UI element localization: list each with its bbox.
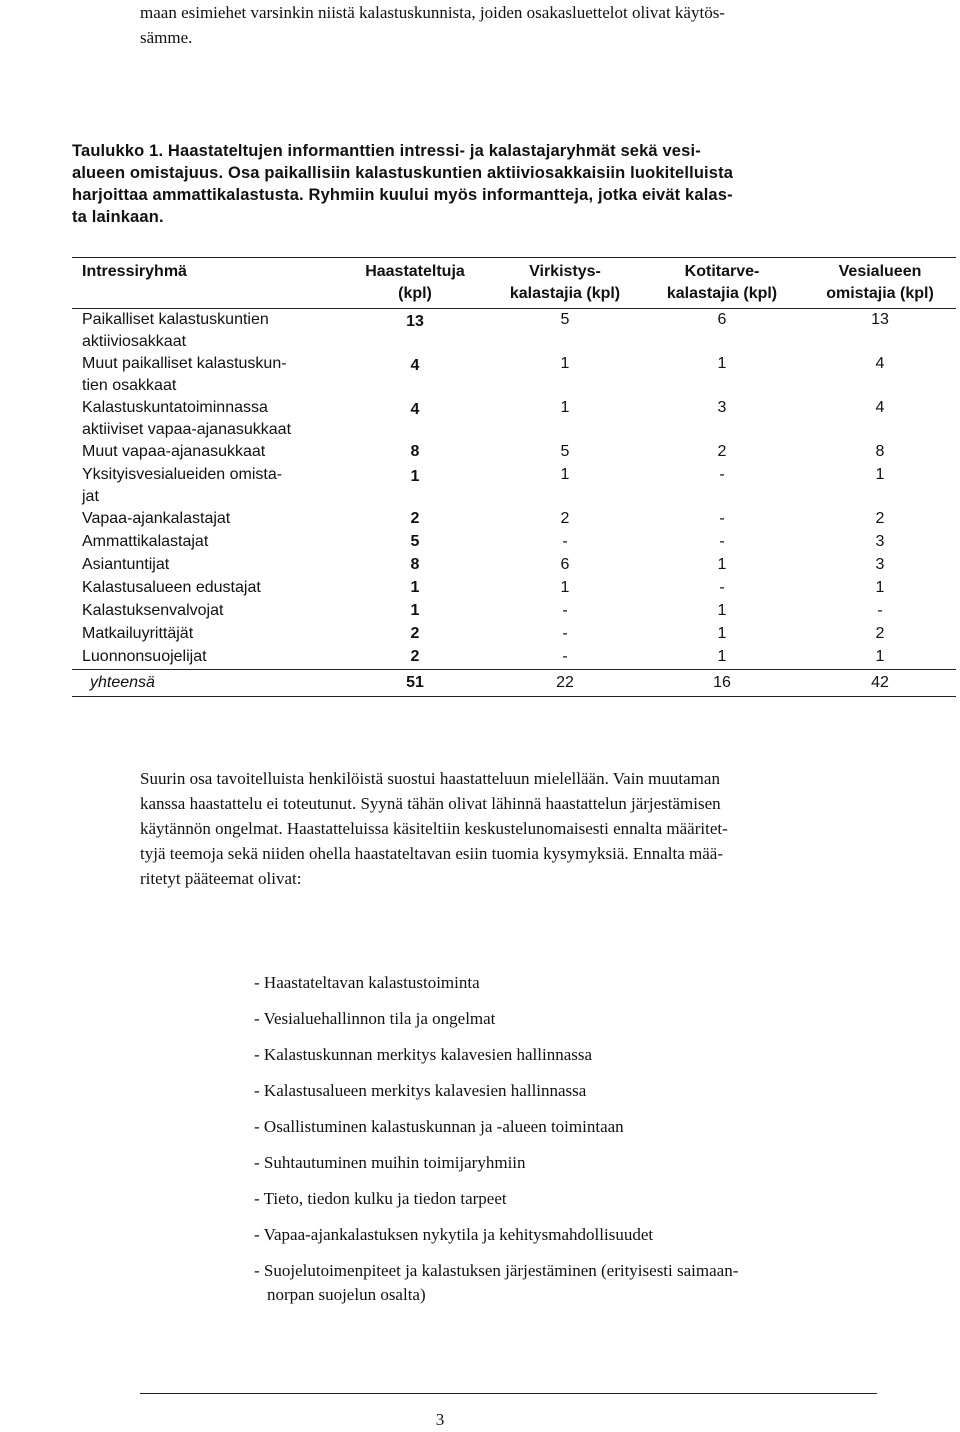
cell-value: - [562,533,568,550]
cell-value: 6 [717,311,727,328]
cell-value: - [719,510,725,527]
row-label [82,600,352,622]
row-label-line: aktiiviosakkaat [82,333,187,350]
column-header [485,261,645,305]
topic-line: - Tieto, tiedon kulku ja tiedon tarpeet [254,1189,507,1208]
row-label-line: jat [82,488,99,505]
table-row [72,531,956,554]
cell-value: 1 [875,579,885,596]
intro-line: maan esimiehet varsinkin niistä kalastuskunnista, joiden osakasluettelot olivat käytös- [140,3,725,22]
topic-line: - Vesialuehallinnon tila ja ongelmat [254,1009,496,1028]
cell-value: 1 [410,579,420,596]
cell-value: 1 [875,466,885,483]
cell-value: 2 [875,510,885,527]
topic-line: norpan suojelun osalta) [267,1285,426,1304]
row-label-line: Paikalliset kalastuskuntien [82,311,269,328]
row-label-line: tien osakkaat [82,377,177,394]
cell-value: 5 [560,311,570,328]
row-label-line: Kalastuksenvalvojat [82,602,224,619]
cell-value: 2 [560,510,570,527]
topic-line: - Suhtautuminen muihin toimijaryhmiin [254,1153,526,1172]
row-label [82,464,352,508]
column-header-line: Kotitarve- [684,263,760,280]
cell-value: 2 [410,648,420,665]
caption-line: harjoittaa ammattikalastusta. Ryhmiin kuului myös informantteja, jotka eivät kalas- [72,186,733,204]
cell-value: 8 [410,443,420,460]
column-header [345,261,485,305]
cell-value: - [562,625,568,642]
cell-value: 2 [875,625,885,642]
cell-value: 5 [560,443,570,460]
column-header [805,261,955,305]
row-label-line: Ammattikalastajat [82,533,209,550]
topic-item [254,1187,894,1211]
cell-value: 2 [717,443,727,460]
table-row [72,554,956,577]
column-header-line: Haastateltuja [365,263,465,280]
row-label [82,353,352,397]
cell-value: - [719,579,725,596]
table-caption [72,140,882,228]
column-header-line: kalastajia (kpl) [666,285,778,302]
cell-value: 1 [717,355,727,372]
row-label-line: Yksityisvesialueiden omista- [82,466,283,483]
topic-line: - Kalastuskunnan merkitys kalavesien hallinnassa [254,1045,593,1064]
cell-value: 1 [410,602,420,619]
column-header-line: Virkistys- [529,263,601,280]
table-row [72,309,956,353]
cell-value: - [719,533,725,550]
cell-value: 1 [560,579,570,596]
cell-value: 2 [410,510,420,527]
body-line: Suurin osa tavoitelluista henkilöistä suostui haastatteluun mielellään. Vain muutaman [140,769,720,788]
body-paragraph [140,766,885,891]
topic-item [254,1043,894,1067]
cell-value: 16 [713,674,731,691]
column-header [642,261,802,305]
row-label-line: Kalastusalueen edustajat [82,579,261,596]
table-total-row [72,669,956,696]
column-header-line: omistajia (kpl) [826,285,934,302]
row-label [82,531,352,553]
row-label [82,554,352,576]
cell-value: 1 [875,648,885,665]
topic-item [254,1007,894,1031]
row-label-line: Muut vapaa-ajanasukkaat [82,443,266,460]
topic-line: - Haastateltavan kalastustoiminta [254,973,480,992]
caption-line: ta lainkaan. [72,208,164,226]
column-header [82,261,187,283]
row-label [82,309,352,353]
cell-value: 13 [871,311,889,328]
row-label-line: Matkailuyrittäjät [82,625,194,642]
cell-value: 6 [560,556,570,573]
body-line: tyjä teemoja sekä niiden ohella haastateltavan esiin tuomia kysymyksiä. Ennalta mää- [140,844,724,863]
cell-value: - [719,466,725,483]
cell-value: 2 [410,625,420,642]
topic-item [254,1079,894,1103]
total-label [90,672,360,694]
row-label [82,441,352,463]
footer-rule [140,1393,877,1394]
intro-line: sämme. [140,28,193,47]
topic-list [254,971,894,1319]
column-header-line: kalastajia (kpl) [509,285,621,302]
row-label-line: Luonnonsuojelijat [82,648,207,665]
body-line: käytännön ongelmat. Haastatteluissa käsiteltiin keskustelunomaisesti ennalta määritet- [140,819,728,838]
body-line: ritetyt pääteemat olivat: [140,869,302,888]
data-table [72,257,956,697]
cell-value: 1 [560,399,570,416]
table-row [72,353,956,397]
cell-value: - [562,648,568,665]
topic-item [254,1259,894,1307]
cell-value: 1 [717,602,727,619]
column-header-line: Intressiryhmä [82,263,187,280]
cell-value: - [877,602,883,619]
table-row [72,600,956,623]
cell-value: 4 [875,399,885,416]
cell-value: 1 [560,466,570,483]
table-row [72,397,956,441]
table-row [72,646,956,669]
cell-value: 1 [717,648,727,665]
cell-value: 8 [875,443,885,460]
table-row [72,623,956,646]
topic-item [254,1151,894,1175]
row-label-line: yhteensä [90,674,155,691]
caption-line: alueen omistajuus. Osa paikallisiin kalastuskuntien aktiiviosakkaisiin luokitelluista [72,164,734,182]
row-label-line: aktiiviset vapaa-ajanasukkaat [82,421,292,438]
row-label [82,646,352,668]
topic-line: - Vapaa-ajankalastuksen nykytila ja kehitysmahdollisuudet [254,1225,654,1244]
topic-line: - Osallistuminen kalastuskunnan ja -alueen toimintaan [254,1117,624,1136]
cell-value: 1 [410,468,420,485]
cell-value: 51 [406,674,424,691]
cell-value: - [562,602,568,619]
cell-value: 1 [560,355,570,372]
table-row [72,441,956,464]
cell-value: 3 [875,556,885,573]
cell-value: 4 [410,401,420,418]
cell-value: 42 [871,674,889,691]
cell-value: 3 [875,533,885,550]
cell-value: 1 [717,556,727,573]
topic-item [254,971,894,995]
table-row [72,508,956,531]
topic-item [254,1223,894,1247]
cell-value: 13 [406,313,424,330]
cell-value: 4 [875,355,885,372]
body-line: kanssa haastattelu ei toteutunut. Syynä tähän olivat lähinnä haastattelun järjestämisen [140,794,721,813]
cell-value: 3 [717,399,727,416]
row-label-line: Kalastuskuntatoiminnassa [82,399,268,416]
row-label-line: Vapaa-ajankalastajat [82,510,231,527]
row-label-line: Asiantuntijat [82,556,170,573]
cell-value: 4 [410,357,420,374]
topic-item [254,1115,894,1139]
row-label [82,623,352,645]
column-header-line: Vesialueen [838,263,922,280]
table-row [72,464,956,508]
topic-line: - Suojelutoimenpiteet ja kalastuksen järjestäminen (erityisesti saimaan- [254,1261,739,1280]
row-label [82,577,352,599]
table-row [72,577,956,600]
intro-paragraph [140,0,885,50]
topic-line: - Kalastusalueen merkitys kalavesien hallinnassa [254,1081,587,1100]
row-label-line: Muut paikalliset kalastuskun- [82,355,287,372]
cell-value: 8 [410,556,420,573]
row-label [82,508,352,530]
column-header-line: (kpl) [398,285,432,302]
caption-line: Taulukko 1. Haastateltujen informanttien intressi- ja kalastajaryhmät sekä vesi- [72,142,701,160]
page-number: 3 [435,1410,445,1429]
row-label [82,397,352,441]
cell-value: 5 [410,533,420,550]
cell-value: 1 [717,625,727,642]
cell-value: 22 [556,674,574,691]
table-header-row [72,258,956,309]
